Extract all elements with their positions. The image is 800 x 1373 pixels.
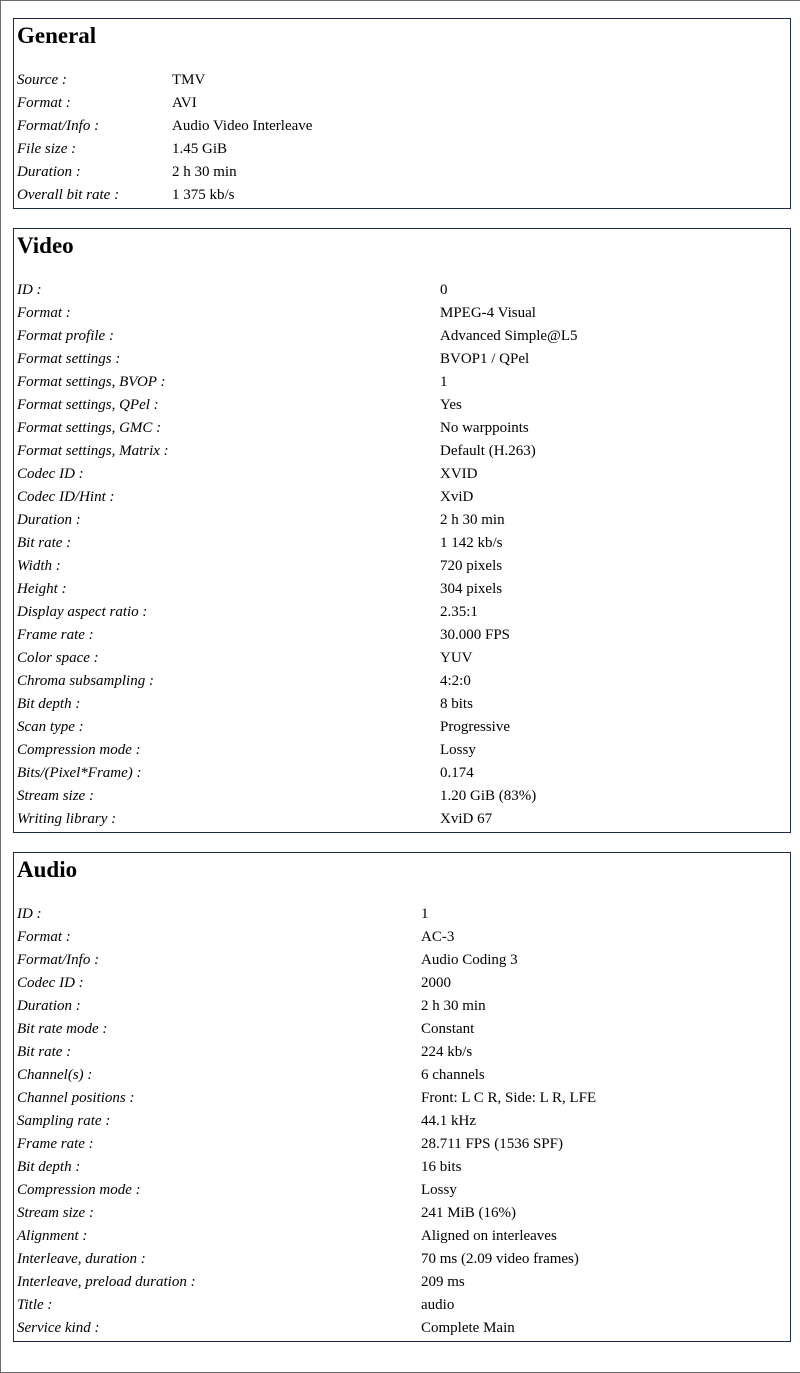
property-value: 224 kb/s	[421, 1044, 473, 1060]
property-label: Title :	[17, 1297, 53, 1313]
property-row	[17, 762, 790, 785]
property-row	[17, 348, 790, 371]
property-value: Audio Coding 3	[421, 952, 518, 968]
property-row	[17, 926, 790, 949]
property-row	[17, 138, 790, 161]
property-row	[17, 739, 790, 762]
property-row	[17, 1018, 790, 1041]
property-label: Chroma subsampling :	[17, 673, 154, 689]
video-section	[13, 228, 791, 833]
property-value: Yes	[440, 397, 462, 413]
property-label: Bit rate mode :	[17, 1021, 108, 1037]
property-row	[17, 1064, 790, 1087]
property-label: Format settings, Matrix :	[17, 443, 169, 459]
property-row	[17, 279, 790, 302]
property-value: TMV	[172, 72, 206, 88]
property-value: Advanced Simple@L5	[440, 328, 578, 344]
property-label: Display aspect ratio :	[17, 604, 148, 620]
property-row	[17, 161, 790, 184]
property-value: 1.20 GiB (83%)	[440, 788, 537, 804]
property-row	[17, 1041, 790, 1064]
property-row	[17, 1202, 790, 1225]
section-title: Audio	[17, 857, 78, 882]
property-label: Codec ID :	[17, 975, 84, 991]
property-value: 241 MiB (16%)	[421, 1205, 516, 1221]
property-row	[17, 693, 790, 716]
property-row	[17, 555, 790, 578]
property-label: Format settings :	[17, 351, 121, 367]
property-row	[17, 1087, 790, 1110]
property-label: Format settings, BVOP :	[17, 374, 166, 390]
property-label: File size :	[17, 141, 77, 157]
property-row	[17, 302, 790, 325]
property-label: Stream size :	[17, 1205, 94, 1221]
property-label: Sampling rate :	[17, 1113, 111, 1129]
property-value: 2000	[421, 975, 451, 991]
property-row	[17, 647, 790, 670]
property-row	[17, 325, 790, 348]
property-row	[17, 486, 790, 509]
property-label: Bit depth :	[17, 696, 81, 712]
property-label: Source :	[17, 72, 67, 88]
audio-section	[13, 852, 791, 1342]
property-row	[17, 1133, 790, 1156]
property-row	[17, 417, 790, 440]
property-value: No warppoints	[440, 420, 529, 436]
property-row	[17, 903, 790, 926]
property-label: Writing library :	[17, 811, 117, 827]
property-label: Format settings, GMC :	[17, 420, 162, 436]
property-value: 2 h 30 min	[421, 998, 486, 1014]
property-label: Format/Info :	[17, 118, 100, 134]
property-label: Format :	[17, 95, 71, 111]
property-row	[17, 394, 790, 417]
audio-rows	[17, 903, 790, 1340]
property-value: XviD 67	[440, 811, 493, 827]
property-row	[17, 1248, 790, 1271]
property-label: Interleave, preload duration :	[17, 1274, 196, 1290]
property-row	[17, 1156, 790, 1179]
property-label: Stream size :	[17, 788, 94, 804]
property-row	[17, 532, 790, 555]
property-label: Frame rate :	[17, 1136, 94, 1152]
property-row	[17, 716, 790, 739]
property-value: XVID	[440, 466, 478, 482]
property-label: Bit depth :	[17, 1159, 81, 1175]
property-value: 304 pixels	[440, 581, 503, 597]
property-label: ID :	[17, 282, 42, 298]
property-value: 1	[421, 906, 429, 922]
property-value: BVOP1 / QPel	[440, 351, 530, 367]
property-value: 0	[440, 282, 448, 298]
video-rows	[17, 279, 790, 831]
property-value: 0.174	[440, 765, 474, 781]
property-value: 8 bits	[440, 696, 473, 712]
property-label: Format settings, QPel :	[17, 397, 159, 413]
property-row	[17, 624, 790, 647]
property-value: YUV	[440, 650, 473, 666]
property-value: 4:2:0	[440, 673, 471, 689]
property-row	[17, 670, 790, 693]
property-row	[17, 785, 790, 808]
property-value: 6 channels	[421, 1067, 485, 1083]
property-value: Audio Video Interleave	[172, 118, 313, 134]
property-value: 28.711 FPS (1536 SPF)	[421, 1136, 563, 1152]
property-row	[17, 1294, 790, 1317]
property-row	[17, 808, 790, 831]
property-value: Progressive	[440, 719, 510, 735]
property-value: AC-3	[421, 929, 455, 945]
property-label: Height :	[17, 581, 67, 597]
property-label: Format :	[17, 305, 71, 321]
property-value: Default (H.263)	[440, 443, 536, 459]
property-label: Duration :	[17, 512, 81, 528]
section-title: Video	[17, 233, 74, 258]
property-label: Overall bit rate :	[17, 187, 120, 203]
property-label: Format/Info :	[17, 952, 100, 968]
property-value: 70 ms (2.09 video frames)	[421, 1251, 579, 1267]
property-value: 1	[440, 374, 448, 390]
property-label: Codec ID :	[17, 466, 84, 482]
property-label: Service kind :	[17, 1320, 100, 1336]
property-value: 720 pixels	[440, 558, 503, 574]
property-value: MPEG-4 Visual	[440, 305, 536, 321]
property-row	[17, 578, 790, 601]
property-label: Alignment :	[17, 1228, 88, 1244]
general-rows	[17, 69, 790, 207]
property-value: XviD	[440, 489, 474, 505]
property-label: Bit rate :	[17, 535, 72, 551]
property-value: Front: L C R, Side: L R, LFE	[421, 1090, 597, 1106]
property-label: Duration :	[17, 998, 81, 1014]
property-row	[17, 69, 790, 92]
property-value: 2.35:1	[440, 604, 478, 620]
section-title: General	[17, 23, 97, 48]
property-label: ID :	[17, 906, 42, 922]
property-value: 30.000 FPS	[440, 627, 511, 643]
property-value: 1.45 GiB	[172, 141, 228, 157]
property-value: Constant	[421, 1021, 475, 1037]
property-row	[17, 1110, 790, 1133]
property-row	[17, 601, 790, 624]
property-label: Width :	[17, 558, 61, 574]
property-value: 2 h 30 min	[172, 164, 237, 180]
property-value: 209 ms	[421, 1274, 465, 1290]
property-value: 1 142 kb/s	[440, 535, 503, 551]
property-label: Channel positions :	[17, 1090, 135, 1106]
property-value: audio	[421, 1297, 455, 1313]
property-row	[17, 92, 790, 115]
property-row	[17, 1317, 790, 1340]
property-value: 2 h 30 min	[440, 512, 505, 528]
property-value: AVI	[172, 95, 197, 111]
property-row	[17, 972, 790, 995]
property-row	[17, 1271, 790, 1294]
property-row	[17, 463, 790, 486]
property-value: 1 375 kb/s	[172, 187, 235, 203]
property-value: 16 bits	[421, 1159, 462, 1175]
property-value: Lossy	[440, 742, 476, 758]
property-label: Codec ID/Hint :	[17, 489, 115, 505]
property-label: Bit rate :	[17, 1044, 72, 1060]
property-label: Duration :	[17, 164, 81, 180]
property-row	[17, 509, 790, 532]
property-row	[17, 995, 790, 1018]
property-label: Bits/(Pixel*Frame) :	[17, 765, 142, 781]
property-label: Format profile :	[17, 328, 114, 344]
property-label: Format :	[17, 929, 71, 945]
property-row	[17, 440, 790, 463]
property-row	[17, 184, 790, 207]
property-row	[17, 115, 790, 138]
property-label: Interleave, duration :	[17, 1251, 146, 1267]
property-label: Compression mode :	[17, 1182, 141, 1198]
property-row	[17, 1225, 790, 1248]
general-section	[13, 18, 791, 209]
property-label: Frame rate :	[17, 627, 94, 643]
property-value: Aligned on interleaves	[421, 1228, 557, 1244]
property-value: Complete Main	[421, 1320, 515, 1336]
property-label: Color space :	[17, 650, 99, 666]
property-value: Lossy	[421, 1182, 457, 1198]
property-row	[17, 1179, 790, 1202]
property-value: 44.1 kHz	[421, 1113, 476, 1129]
property-label: Channel(s) :	[17, 1067, 93, 1083]
property-row	[17, 371, 790, 394]
property-label: Compression mode :	[17, 742, 141, 758]
property-label: Scan type :	[17, 719, 84, 735]
property-row	[17, 949, 790, 972]
